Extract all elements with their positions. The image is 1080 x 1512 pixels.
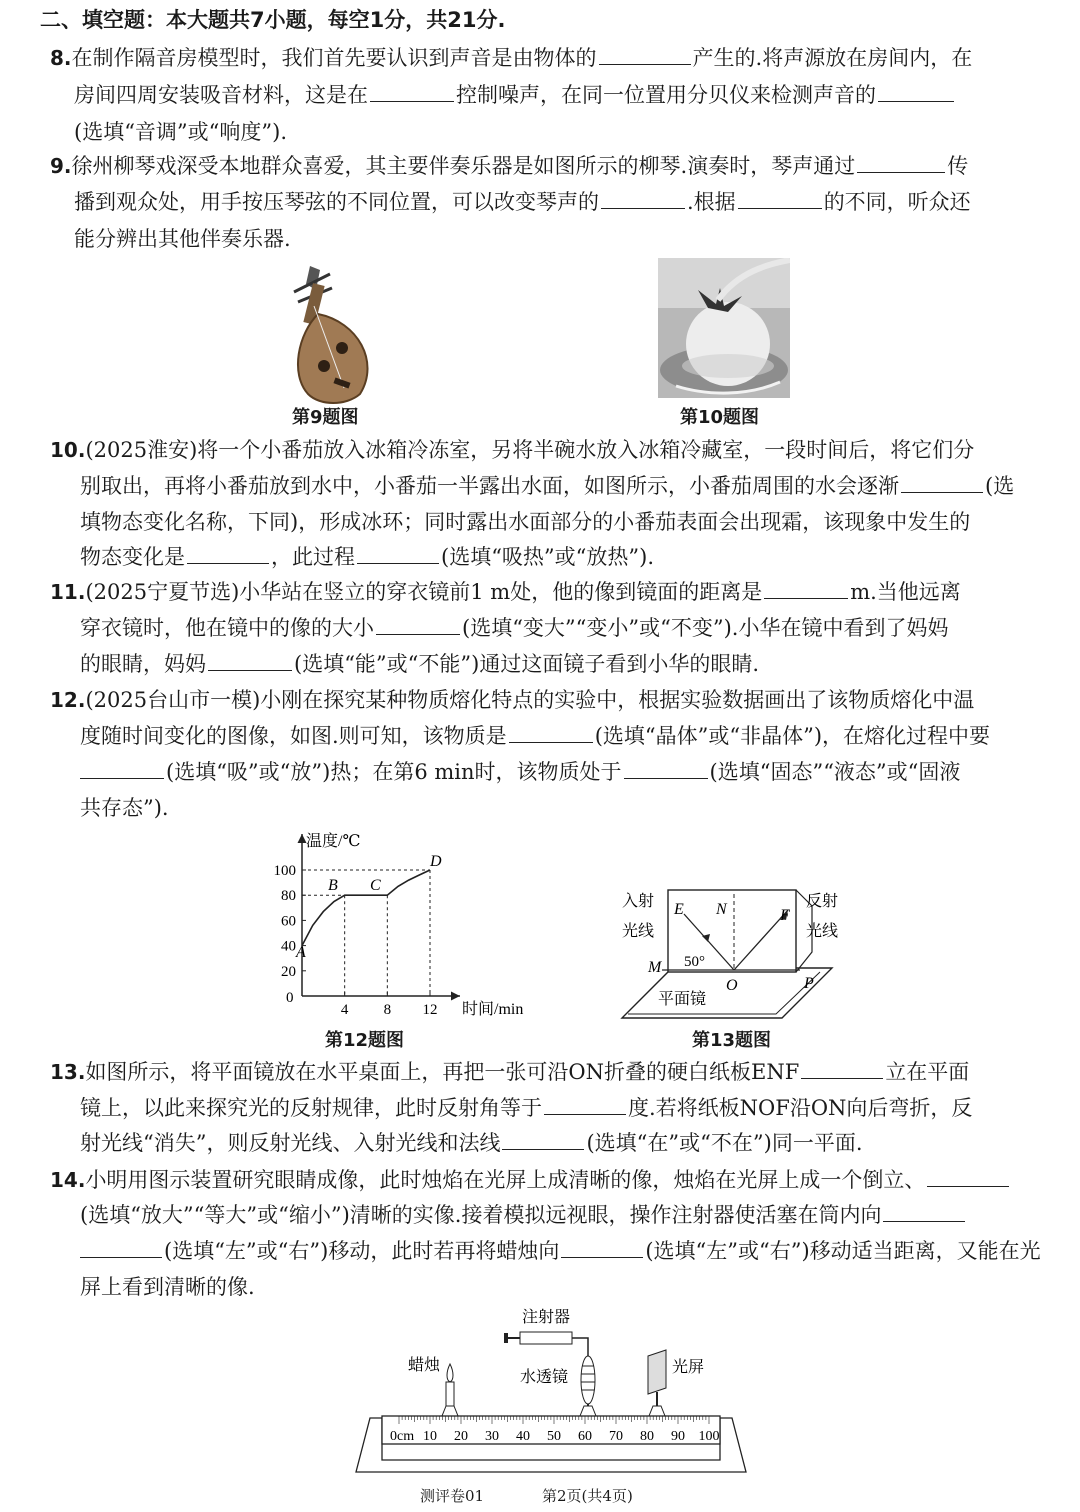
screen-label: 光屏 [672,1359,705,1376]
lens-label: 水透镜 [520,1369,569,1386]
question-10-line-1: 10.(2025淮安)将一个小番茄放入冰箱冷冻室，另将半碗水放入冰箱冷藏室，一段时间后，将它们分 [50,438,975,462]
question-number: 8. [50,46,72,70]
point-o-label: O [726,977,738,994]
answer-blank[interactable] [80,758,164,779]
syringe-label: 注射器 [522,1309,571,1326]
answer-blank[interactable] [764,578,848,599]
incident-label-1: 入射 [622,893,655,910]
ruler-label: 50 [547,1429,561,1444]
figure-9-caption: 第9题图 [292,407,359,428]
answer-blank[interactable] [599,44,691,65]
point-m-label: M [648,959,662,976]
ruler-label: 90 [671,1429,685,1444]
x-tick-label: 4 [340,1002,349,1018]
liuqin-figure [280,262,390,408]
question-11-line-1: 11.(2025宁夏节选)小华站在竖立的穿衣镜前1 m处，他的像到镜面的距离是 m.当他远离 [50,580,961,604]
ruler-label: 20 [454,1429,468,1444]
question-10-line-4: 物态变化是 ，此过程 (选填“吸热”或“放热”). [80,545,655,569]
answer-blank[interactable] [208,650,292,671]
figure-12-caption: 第12题图 [325,1030,405,1051]
question-8-line-1: 8.在制作隔音房模型时，我们首先要认识到声音是由物体的 产生的.将声源放在房间内，在 [50,46,973,70]
answer-blank[interactable] [738,188,822,209]
y-tick-label: 80 [281,888,296,905]
question-14-line-2: (选填“放大”“等大”或“缩小”)清晰的实像.接着模拟远视眼，操作注射器使活塞在筒内向 [80,1201,967,1229]
question-number: 13. [50,1060,86,1084]
answer-blank[interactable] [509,722,593,743]
question-12-line-3: (选填“吸”或“放”)热；在第6 min时，该物质处于 (选填“固态”“液态”或“固液 [80,758,960,786]
answer-blank[interactable] [927,1166,1009,1187]
x-tick-label: 8 [383,1002,392,1018]
answer-blank[interactable] [801,1058,883,1079]
question-14-line-4: 屏上看到清晰的像. [80,1275,255,1299]
x-tick-label: 12 [422,1002,438,1018]
incident-label-2: 光线 [622,923,655,940]
point-d-label: D [430,853,442,870]
answer-blank[interactable] [544,1094,626,1115]
question-8-line-2: 房间四周安装吸音材料，这是在 控制噪声，在同一位置用分贝仪来检测声音的 [74,81,956,109]
reflected-label-2: 光线 [806,923,839,940]
section-title: 二、填空题：本大题共7小题，每空1分，共21分. [40,8,506,32]
ruler-label: 60 [578,1429,592,1444]
point-n-label: N [716,901,727,918]
question-14-line-1: 14.小明用图示装置研究眼睛成像，此时烛焰在光屏上成清晰的像，烛焰在光屏上成一个倒立、 [50,1166,1011,1194]
answer-blank[interactable] [857,152,945,173]
y-tick-label: 100 [273,863,296,879]
answer-blank[interactable] [883,1201,965,1222]
point-e-label: E [674,901,684,918]
question-11-line-2: 穿衣镜时，他在镜中的像的大小 (选填“变大”“变小”或“不变”).小华在镜中看到了妈妈 [80,616,949,640]
x-axis-label: 时间/min [462,1001,524,1018]
optical-bench-figure [350,1300,750,1478]
question-number: 12. [50,688,86,712]
question-number: 11. [50,580,86,604]
answer-blank[interactable] [357,543,439,564]
answer-blank[interactable] [624,758,708,779]
ruler-label: 30 [485,1429,499,1444]
y-tick-label: 60 [281,913,296,930]
answer-blank[interactable] [502,1129,584,1150]
point-c-label: C [370,877,381,894]
question-11-line-3: 的眼睛，妈妈 (选填“能”或“不能”)通过这面镜子看到小华的眼睛. [80,652,760,676]
point-p-label: P [804,975,814,992]
candle-label: 蜡烛 [408,1357,441,1374]
footer-paper-label: 测评卷01 [420,1487,485,1505]
answer-blank[interactable] [80,1237,162,1258]
angle-label: 50° [684,954,705,970]
question-number: 9. [50,154,72,178]
ruler-label: 70 [609,1429,623,1444]
footer-page-number: 第2页(共4页) [542,1487,633,1505]
answer-blank[interactable] [601,188,685,209]
point-f-label: F [780,907,790,924]
question-9-line-3: 能分辨出其他伴奏乐器. [74,227,291,251]
question-9-line-1: 9.徐州柳琴戏深受本地群众喜爱，其主要伴奏乐器是如图所示的柳琴.演奏时，琴声通过 传 [50,154,969,178]
ruler-label: 80 [640,1429,654,1444]
tomato-in-water-figure [658,258,790,398]
y-tick-label: 20 [281,963,296,980]
question-13-line-2: 镜上，以此来探究光的反射规律，此时反射角等于 度.若将纸板NOF沿ON向后弯折，反 [80,1096,973,1120]
mirror-label: 平面镜 [658,991,707,1008]
reflected-label-1: 反射 [806,893,839,910]
question-8-line-3: (选填“音调”或“响度”). [74,120,288,144]
ruler-start-label: 0cm [390,1429,415,1444]
figure-10-caption: 第10题图 [680,407,760,428]
question-9-line-2: 播到观众处，用手按压琴弦的不同位置，可以改变琴声的 .根据 的不同，听众还 [74,190,971,214]
point-b-label: B [328,877,338,894]
ruler-label: 100 [698,1429,720,1444]
reflection-apparatus-figure [612,880,852,1020]
question-12-line-4: 共存态”). [80,796,169,820]
question-number: 14. [50,1168,86,1192]
ruler-label: 10 [423,1429,437,1444]
question-10-line-2: 别取出，再将小番茄放到水中，小番茄一半露出水面，如图所示，小番茄周围的水会逐渐 (选 [80,474,1015,498]
answer-blank[interactable] [370,81,454,102]
melting-curve-line [302,870,430,946]
question-13-line-1: 13.如图所示，将平面镜放在水平桌面上，再把一张可沿ON折叠的硬白纸板ENF 立在平面 [50,1060,970,1084]
question-12-line-1: 12.(2025台山市一模)小刚在探究某种物质熔化特点的实验中，根据实验数据画出了该物质熔化中温 [50,688,975,712]
point-a-label: A [296,944,306,961]
answer-blank[interactable] [878,81,954,102]
question-10-line-3: 填物态变化名称，下同)，形成冰环；同时露出水面部分的小番茄表面会出现霜，该现象中发生的 [80,510,971,534]
origin-label: 0 [286,990,294,1006]
figure-13-caption: 第13题图 [692,1030,772,1051]
question-12-line-2: 度随时间变化的图像，如图.则可知，该物质是 (选填“晶体”或“非晶体”)，在熔化过程中要 [80,724,991,748]
ruler-label: 40 [516,1429,530,1444]
question-13-line-3: 射光线“消失”，则反射光线、入射光线和法线 (选填“在”或“不在”)同一平面. [80,1131,863,1155]
answer-blank[interactable] [187,543,269,564]
question-14-line-3: (选填“左”或“右”)移动，此时若再将蜡烛向 (选填“左”或“右”)移动适当距离，又能在光 [80,1237,1041,1265]
answer-blank[interactable] [376,614,460,635]
y-tick-label: 40 [281,938,296,955]
question-number: 10. [50,438,86,462]
melting-curve-chart [260,826,550,1021]
answer-blank[interactable] [561,1237,643,1258]
answer-blank[interactable] [901,472,983,493]
y-axis-label: 温度/℃ [306,833,361,850]
